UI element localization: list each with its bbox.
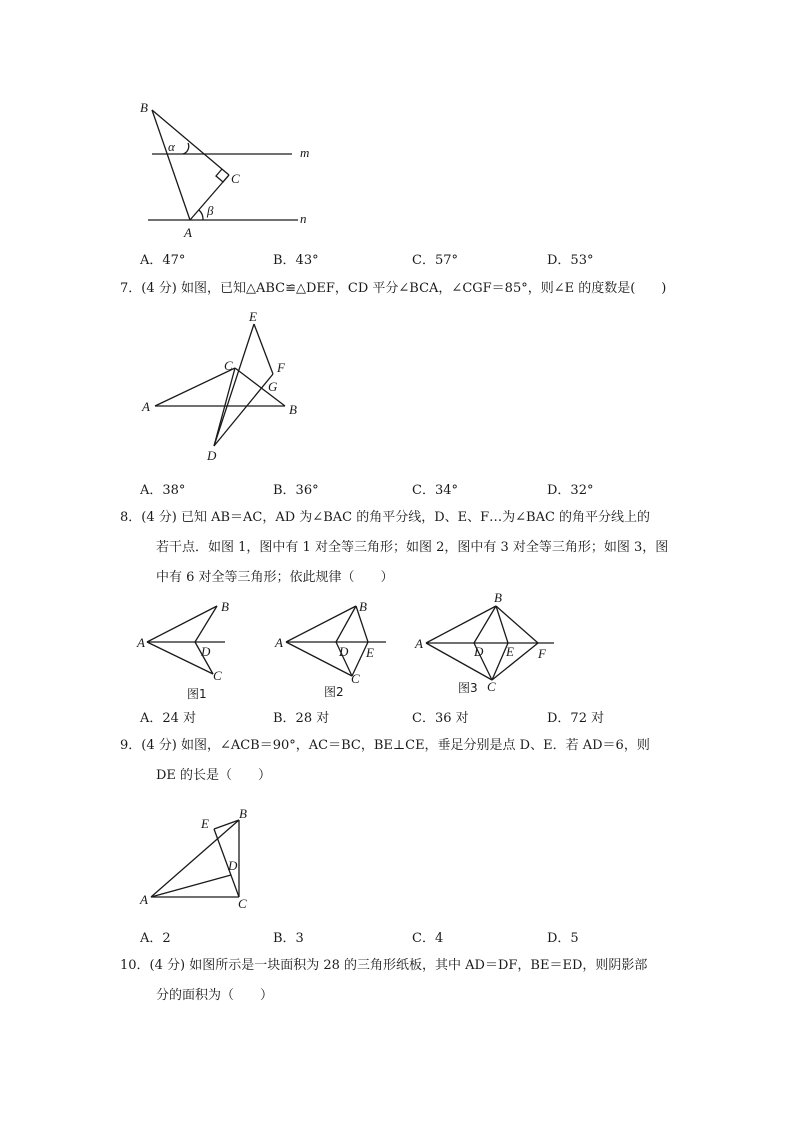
q9-option-a: A．2 — [140, 931, 171, 946]
q6-option-a: A．47° — [140, 253, 186, 268]
q6-option-d: D．53° — [547, 253, 594, 268]
q6-figure — [130, 95, 330, 245]
q8-figure-3-svg — [410, 590, 560, 702]
q9-options — [140, 927, 620, 947]
q9-label-A: A — [140, 892, 148, 907]
q8f3-label-A: A — [415, 636, 423, 651]
q8-figure-1-svg — [135, 596, 245, 706]
q7-label-C: C — [224, 358, 233, 373]
q6-figure-svg — [130, 95, 330, 245]
q6-label-beta: β — [207, 203, 214, 218]
q7-segment-AC — [155, 368, 235, 406]
q7-label-A: A — [142, 399, 150, 414]
q6-label-alpha: α — [168, 139, 175, 154]
q8-stem — [120, 503, 680, 593]
q8f2-caption: 图2 — [324, 685, 344, 699]
q9-label-E: E — [201, 816, 209, 831]
q9-figure — [135, 800, 265, 915]
q6-label-C: C — [231, 171, 240, 186]
q7-label-E: E — [249, 309, 257, 324]
q10-stem — [120, 951, 680, 1011]
q6-label-A: A — [184, 225, 192, 240]
q9-stem — [120, 731, 680, 791]
q8f2-label-D: D — [339, 644, 349, 659]
q8f1-label-C: C — [213, 668, 222, 683]
q6-right-angle-mark — [216, 169, 229, 182]
q7-option-a: A．38° — [140, 483, 186, 498]
q6-options — [140, 249, 620, 269]
q9-line-1: 9．(4 分) 如图，∠ACB＝90°，AC＝BC，BE⊥CE，垂足分别是点 D、E．若 AD＝6，则 — [120, 738, 650, 753]
q9-label-C: C — [238, 896, 247, 911]
q8-option-c: C．36 对 — [412, 711, 469, 726]
q6-option-b: B．43° — [273, 253, 319, 268]
q8f3-caption: 图3 — [458, 681, 478, 695]
q8-option-b: B．28 对 — [273, 711, 330, 726]
q8f1-label-A: A — [137, 635, 145, 650]
q8-figure-3 — [410, 590, 560, 702]
q6-label-m: m — [300, 145, 310, 160]
q8-options — [140, 707, 620, 727]
q8f3-label-F: F — [538, 646, 546, 661]
q7-segment-CD — [214, 368, 235, 446]
q7-figure-svg — [135, 310, 315, 465]
q8f2-label-C: C — [351, 671, 360, 686]
q8f1-caption: 图1 — [187, 687, 207, 701]
q6-angle-beta-arc — [199, 210, 203, 220]
q7-label-D: D — [207, 448, 217, 463]
q8-figure-1 — [135, 596, 245, 706]
q8-line-1: 8．(4 分) 已知 AB＝AC，AD 为∠BAC 的角平分线，D、E、F…为∠BAC 的角平分线上的 — [120, 510, 651, 525]
q7-segment-EF — [254, 324, 273, 374]
q7-options — [140, 479, 620, 499]
q7-figure — [135, 310, 315, 465]
q9-label-B: B — [239, 806, 247, 821]
q7-segment-FD — [214, 374, 273, 446]
q9-option-b: B．3 — [273, 931, 304, 946]
q8f3-label-D: D — [474, 644, 484, 659]
q8f2-label-A: A — [275, 635, 283, 650]
q6-label-n: n — [300, 211, 307, 226]
q7-text: 7．(4 分) 如图，已知△ABC≌△DEF，CD 平分∠BCA，∠CGF＝85°，则∠E 的度数是( ) — [120, 281, 667, 296]
q8-line-3: 中有 6 对全等三角形；依此规律（ ） — [156, 570, 394, 585]
q7-option-d: D．32° — [547, 483, 594, 498]
q9-segment-EB — [214, 820, 239, 829]
q8f1-label-D: D — [201, 644, 211, 659]
q8-figure-2 — [272, 596, 392, 706]
q9-figure-svg — [135, 800, 265, 915]
q8f3-label-B: B — [494, 590, 502, 605]
q7-option-b: B．36° — [273, 483, 319, 498]
q7-label-G: G — [268, 379, 278, 394]
q8-option-a: A．24 对 — [140, 711, 197, 726]
q9-label-D: D — [228, 858, 238, 873]
q10-line-2: 分的面积为（ ） — [156, 988, 274, 1003]
q9-line-2: DE 的长是（ ） — [156, 768, 272, 783]
q6-option-c: C．57° — [412, 253, 458, 268]
q8f3-label-C: C — [487, 679, 496, 694]
q8-line-2: 若干点．如图 1，图中有 1 对全等三角形；如图 2，图中有 3 对全等三角形；如图 3，图 — [156, 540, 669, 555]
q8-figure-2-svg — [272, 596, 392, 706]
q8f3-label-E: E — [506, 644, 514, 659]
q6-label-B: B — [140, 100, 148, 115]
q7-label-B: B — [289, 402, 297, 417]
q7-segment-ED — [214, 324, 254, 446]
q8f1-label-B: B — [221, 599, 229, 614]
q8f3-segment-CF — [492, 643, 538, 680]
q8f2-label-E: E — [366, 645, 374, 660]
q6-angle-alpha-arc — [183, 143, 189, 154]
q8-option-d: D．72 对 — [547, 711, 605, 726]
q7-label-F: F — [277, 360, 285, 375]
q7-stem — [120, 274, 680, 304]
q9-option-d: D．5 — [547, 931, 579, 946]
q7-option-c: C．34° — [412, 483, 458, 498]
q10-line-1: 10．(4 分) 如图所示是一块面积为 28 的三角形纸板，其中 AD＝DF，BE＝ED，则阴影部 — [120, 958, 648, 973]
q9-option-c: C．4 — [412, 931, 444, 946]
q8f2-label-B: B — [359, 599, 367, 614]
